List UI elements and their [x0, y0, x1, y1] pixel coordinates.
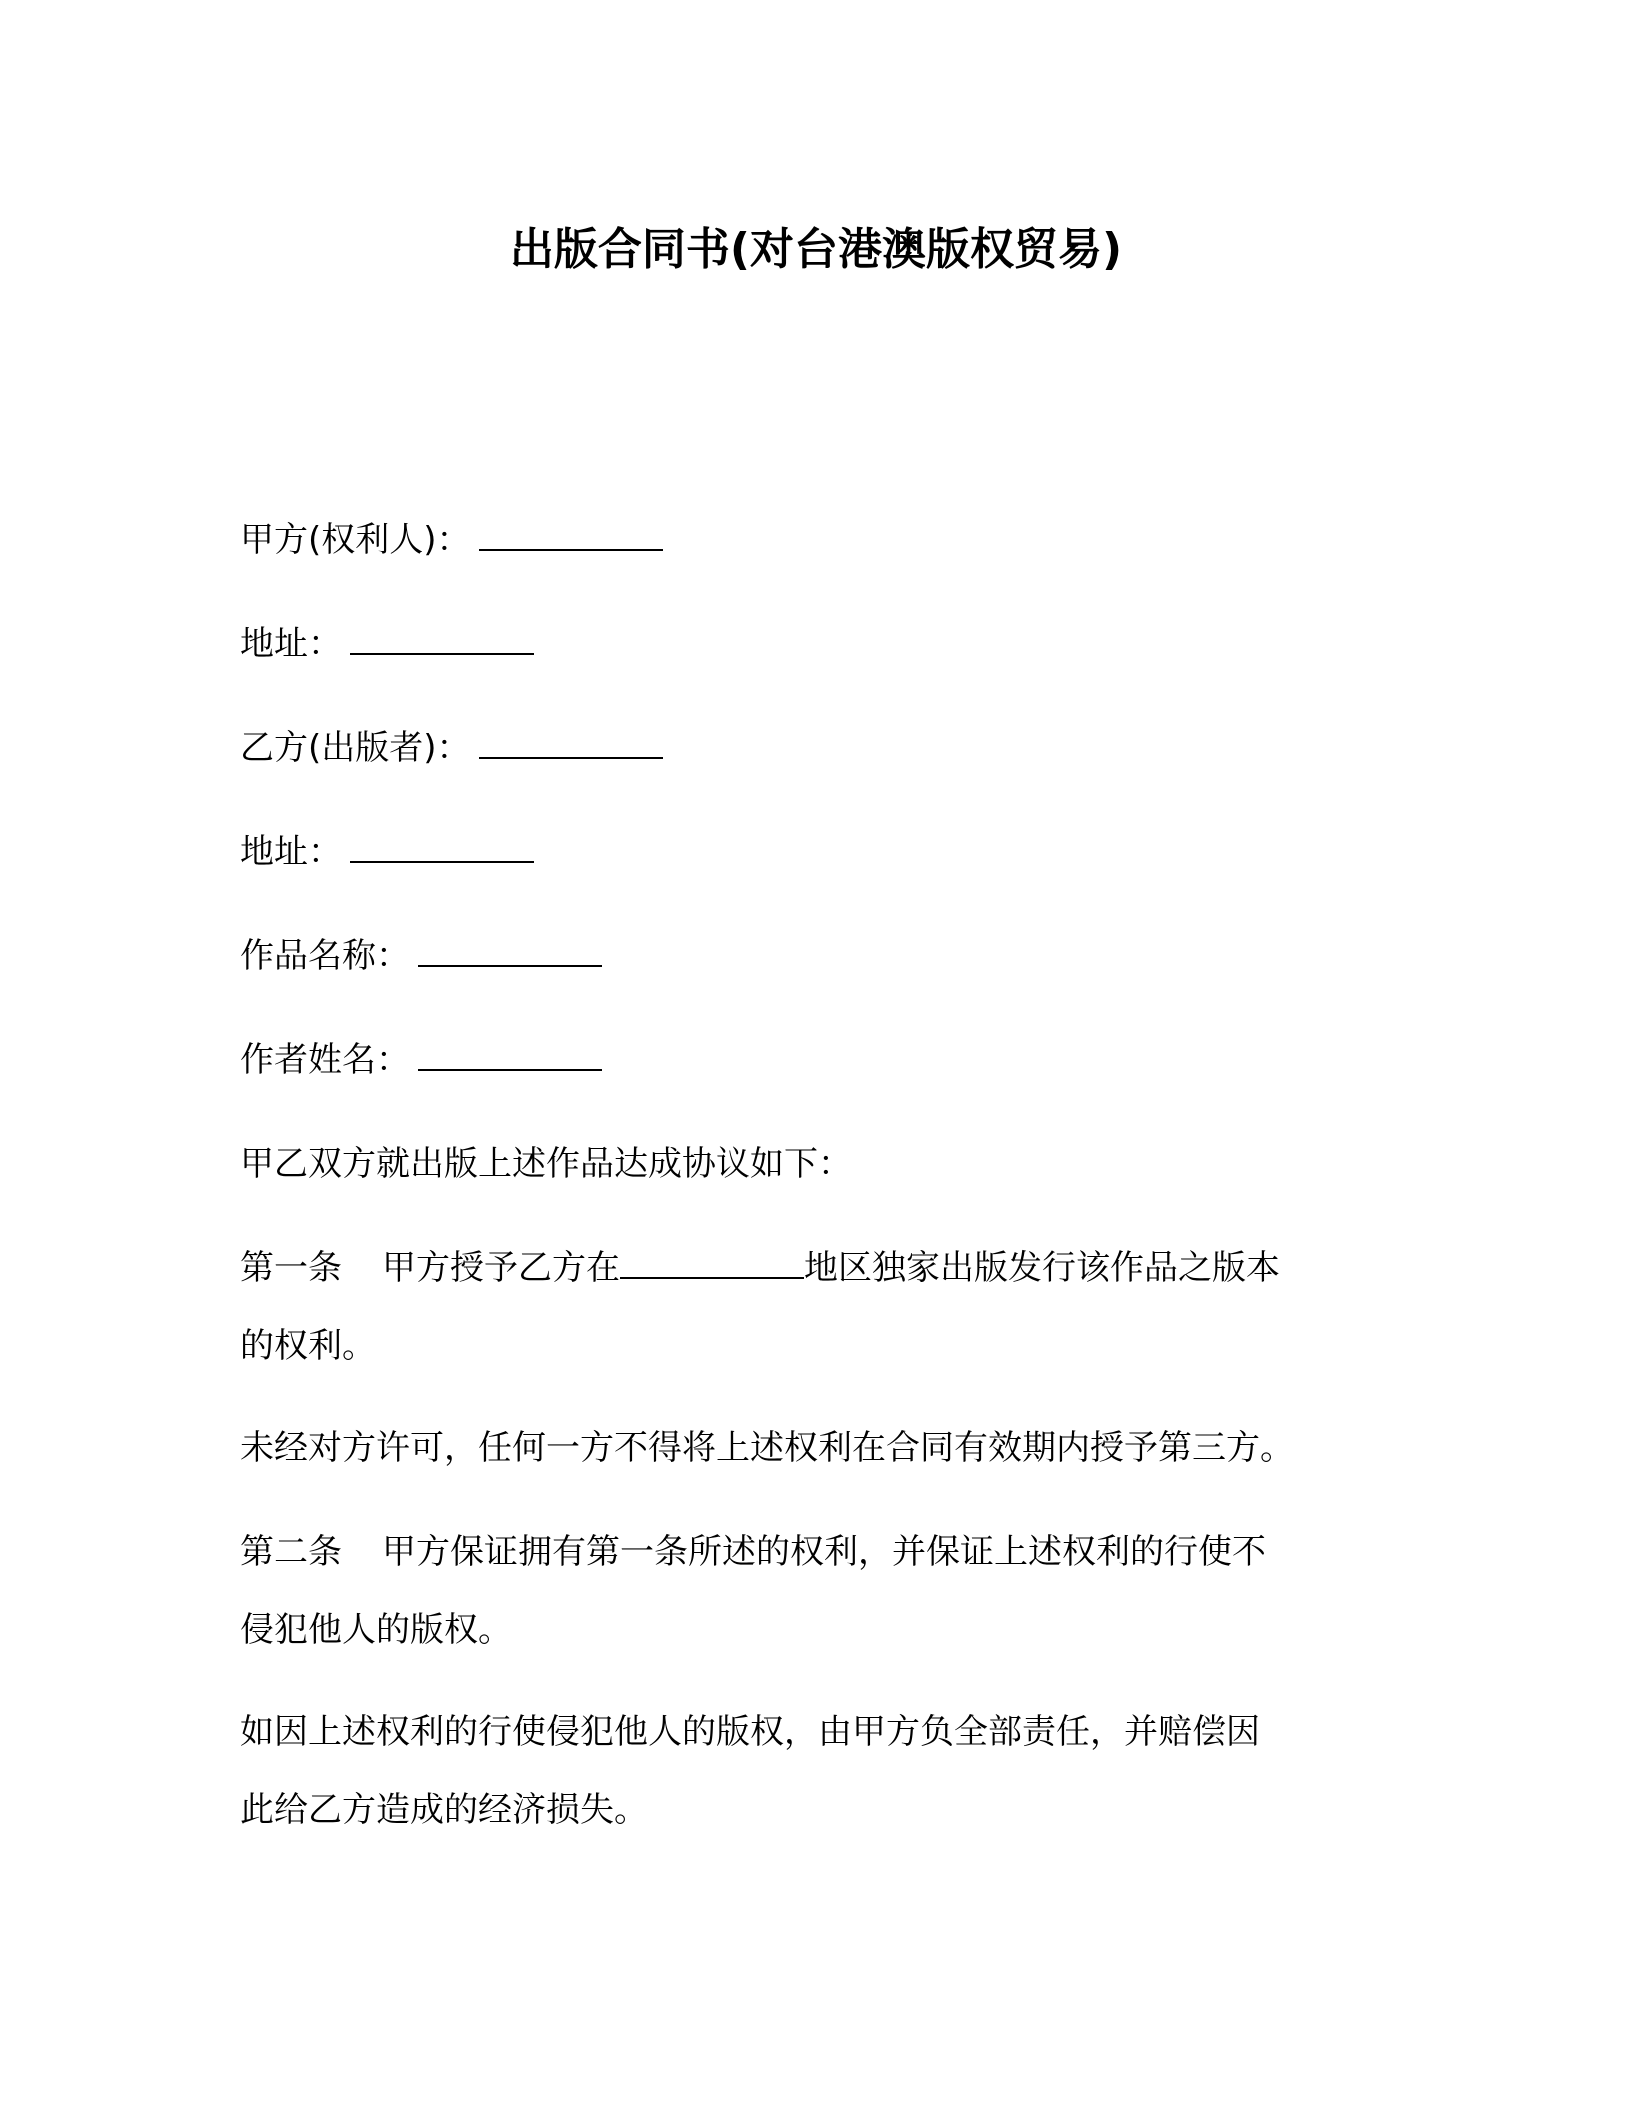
article-2: [240, 1512, 1400, 1668]
author-name-label: 作者姓名：: [240, 1040, 410, 1080]
article-2-line-2: 侵犯他人的版权。: [240, 1610, 512, 1650]
work-title-label: 作品名称：: [240, 936, 410, 976]
article-2-note-line-1: 如因上述权利的行使侵犯他人的版权，由甲方负全部责任，并赔偿因: [240, 1712, 1260, 1752]
party-a-label: 甲方(权利人)：: [240, 520, 471, 560]
article-2-line-1: [240, 1512, 1400, 1592]
article-2-heading: 第二条: [240, 1532, 342, 1572]
agreement-intro: 甲乙双方就出版上述作品达成协议如下：: [240, 1144, 852, 1184]
article-1-heading: 第一条: [240, 1248, 342, 1288]
article-1-text-after-blank: 地区独家出版发行该作品之版本: [804, 1248, 1280, 1288]
party-b-blank: [479, 729, 663, 759]
article-2-text-1: 甲方保证拥有第一条所述的权利，并保证上述权利的行使不: [382, 1532, 1266, 1572]
party-b-field: [240, 708, 1400, 788]
address-b-field: [240, 812, 1400, 892]
article-2-note: [240, 1692, 1400, 1848]
article-1-note: 未经对方许可，任何一方不得将上述权利在合同有效期内授予第三方。: [240, 1428, 1294, 1468]
party-a-field: [240, 500, 1400, 580]
article-1-region-blank: [620, 1249, 804, 1279]
document-title: 出版合同书(对台港澳版权贸易): [509, 224, 1123, 275]
address-a-blank: [350, 625, 534, 655]
work-title-field: [240, 916, 1400, 996]
article-2-note-line-2: 此给乙方造成的经济损失。: [240, 1790, 648, 1830]
article-1: [240, 1228, 1400, 1384]
article-1-line-2: 的权利。: [240, 1326, 376, 1366]
work-title-blank: [418, 937, 602, 967]
article-1-line-1: [240, 1228, 1400, 1308]
address-a-label: 地址：: [240, 624, 342, 664]
article-1-text-before-blank: 甲方授予乙方在: [382, 1248, 620, 1288]
address-b-blank: [350, 833, 534, 863]
author-name-field: [240, 1020, 1400, 1100]
party-b-label: 乙方(出版者)：: [240, 728, 471, 768]
document-body: [240, 500, 1400, 1872]
author-name-blank: [418, 1041, 602, 1071]
party-a-blank: [479, 521, 663, 551]
address-b-label: 地址：: [240, 832, 342, 872]
address-a-field: [240, 604, 1400, 684]
